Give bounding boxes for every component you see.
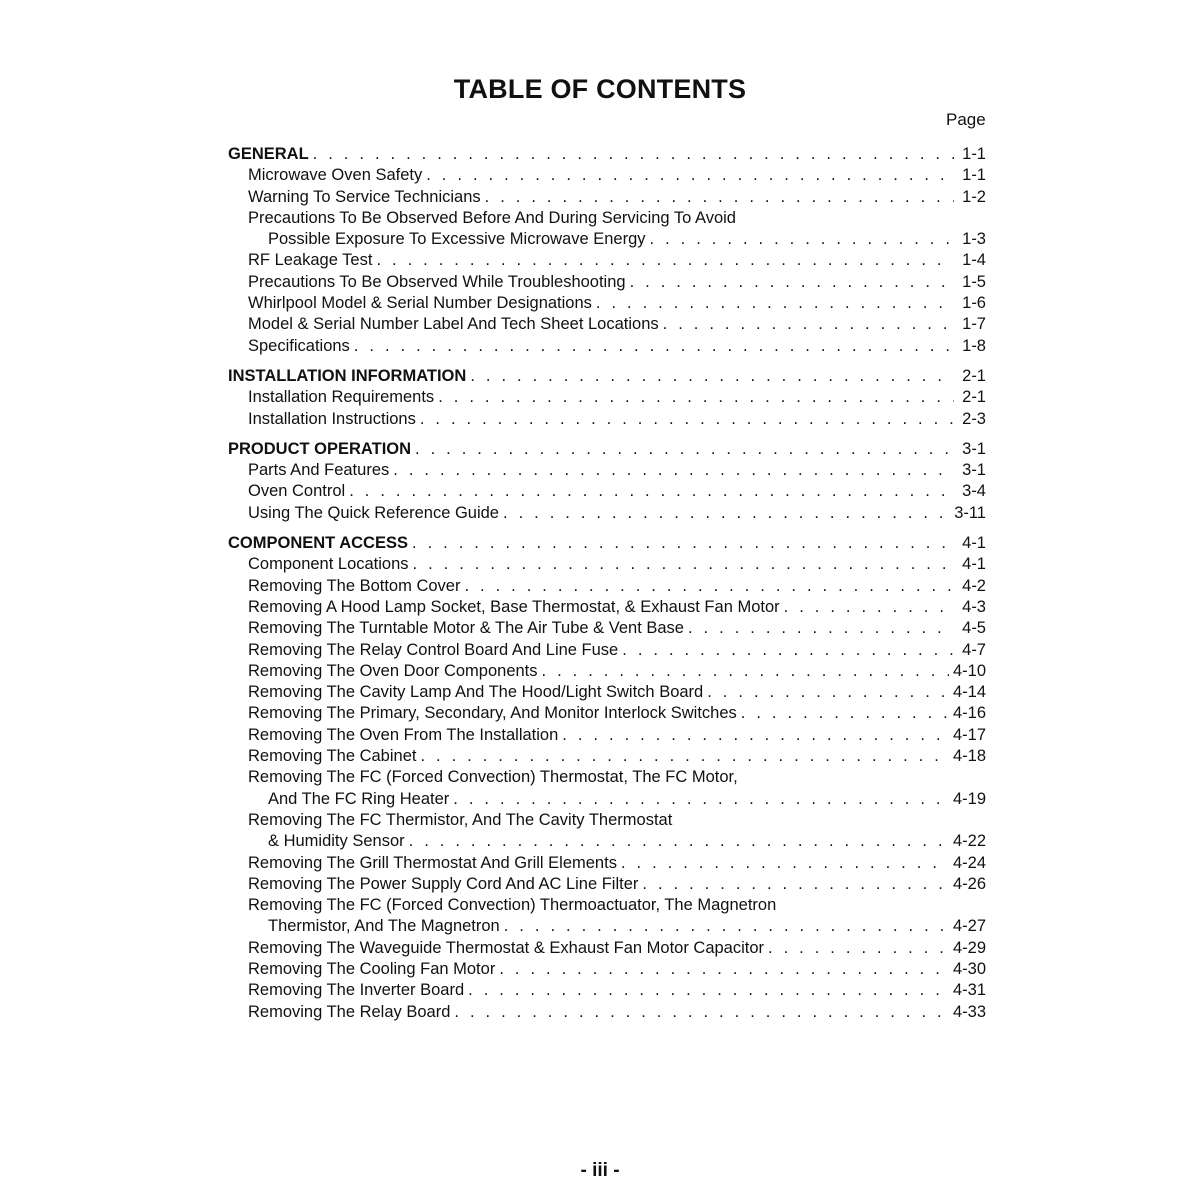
section-title: INSTALLATION INFORMATION: [228, 366, 467, 385]
entry-page: 4-10: [952, 661, 986, 680]
entry-title: Removing The Bottom Cover: [248, 576, 461, 595]
entry-title-continuation: & Humidity Sensor: [268, 832, 405, 851]
entry-title-continuation: Thermistor, And The Magnetron: [268, 917, 500, 936]
toc-entry[interactable]: [228, 661, 986, 682]
toc-entry[interactable]: [228, 895, 986, 916]
toc-entry[interactable]: [228, 460, 986, 481]
entry-title: Removing The Waveguide Thermostat & Exhaust Fan Motor Capacitor: [248, 938, 765, 957]
entry-page: 4-14: [952, 683, 986, 702]
toc-entry[interactable]: [228, 618, 986, 639]
entry-page: 4-17: [952, 725, 986, 744]
toc-entry[interactable]: [228, 1002, 986, 1023]
entry-title: RF Leakage Test: [248, 251, 373, 270]
entry-title: Using The Quick Reference Guide: [248, 503, 499, 522]
entry-title: Precautions To Be Observed While Troubleshooting: [248, 272, 626, 291]
page-column-label: Page: [946, 110, 986, 129]
dot-leader: [454, 1002, 949, 1023]
entry-title: Specifications: [248, 336, 350, 355]
document-title: TABLE OF CONTENTS: [453, 74, 747, 104]
section-title: PRODUCT OPERATION: [228, 439, 412, 458]
toc-entry[interactable]: [228, 387, 986, 408]
entry-page: 4-16: [952, 704, 986, 723]
toc-entry[interactable]: [228, 703, 986, 724]
entry-title: Removing The Oven Door Components: [248, 661, 538, 680]
toc-entry[interactable]: [228, 576, 986, 597]
dot-leader: [542, 661, 949, 682]
dot-leader: [453, 789, 949, 810]
dot-leader: [313, 144, 954, 165]
entry-title: Removing A Hood Lamp Socket, Base Thermostat, & Exhaust Fan Motor: [248, 597, 780, 616]
entry-title: Precautions To Be Observed Before And During Servicing To Avoid: [248, 208, 736, 227]
entry-page: 3-4: [962, 482, 986, 501]
dot-leader: [663, 314, 954, 335]
dot-leader: [768, 938, 949, 959]
entry-page: 1-4: [962, 251, 986, 270]
entry-title: Removing The Oven From The Installation: [248, 725, 559, 744]
entry-title-continuation: And The FC Ring Heater: [268, 789, 450, 808]
toc-entry[interactable]: [228, 208, 986, 229]
dot-leader: [415, 439, 954, 460]
toc-entry-continuation[interactable]: [228, 831, 986, 852]
entry-title: Oven Control: [248, 482, 346, 501]
entry-page: 2-3: [962, 409, 986, 428]
dot-leader: [412, 533, 954, 554]
dot-leader: [470, 366, 954, 387]
entry-title: Removing The FC (Forced Convection) Thermoactuator, The Magnetron: [248, 896, 777, 915]
entry-title: Component Locations: [248, 555, 409, 574]
toc-entry[interactable]: [228, 682, 986, 703]
entry-page: 4-5: [962, 619, 986, 638]
toc-entry[interactable]: [228, 272, 986, 293]
entry-page: 4-33: [952, 1002, 986, 1021]
dot-leader: [504, 916, 949, 937]
entry-title: Whirlpool Model & Serial Number Designations: [248, 294, 592, 313]
toc-section-heading[interactable]: [228, 144, 986, 165]
entry-title: Removing The FC Thermistor, And The Cavity Thermostat: [248, 810, 673, 829]
dot-leader: [413, 554, 954, 575]
toc-entry[interactable]: [228, 503, 986, 524]
dot-leader: [621, 853, 949, 874]
entry-title: Model & Serial Number Label And Tech Sheet Locations: [248, 315, 659, 334]
entry-page: 3-1: [962, 461, 986, 480]
entry-title: Removing The Cavity Lamp And The Hood/Light Switch Board: [248, 683, 704, 702]
entry-title-continuation: Possible Exposure To Excessive Microwave Energy: [268, 230, 646, 249]
toc-entry-continuation[interactable]: [228, 916, 986, 937]
toc-entry[interactable]: [228, 597, 986, 618]
entry-title: Removing The Power Supply Cord And AC Line Filter: [248, 874, 639, 893]
toc-entry[interactable]: [228, 554, 986, 575]
table-of-contents: [228, 144, 986, 1032]
entry-title: Installation Instructions: [248, 409, 416, 428]
section-page: 4-1: [962, 534, 986, 553]
entry-title: Installation Requirements: [248, 388, 435, 407]
toc-entry[interactable]: [228, 938, 986, 959]
dot-leader: [464, 576, 954, 597]
entry-page: 2-1: [962, 388, 986, 407]
toc-entry[interactable]: [228, 187, 986, 208]
entry-title: Removing The Relay Board: [248, 1002, 451, 1021]
entry-page: 3-11: [954, 503, 986, 522]
toc-entry[interactable]: [228, 746, 986, 767]
entry-page: 4-19: [952, 789, 986, 808]
dot-leader: [499, 959, 949, 980]
toc-entry[interactable]: [228, 250, 986, 271]
dot-leader: [707, 682, 949, 703]
dot-leader: [393, 460, 954, 481]
toc-entry[interactable]: [228, 409, 986, 430]
dot-leader: [630, 272, 954, 293]
entry-title: Microwave Oven Safety: [248, 166, 423, 185]
entry-title: Removing The Cooling Fan Motor: [248, 959, 496, 978]
entry-title: Removing The Inverter Board: [248, 981, 465, 1000]
section-page: 1-1: [962, 145, 986, 163]
entry-page: 1-2: [962, 187, 986, 206]
toc-entry[interactable]: [228, 165, 986, 186]
dot-leader: [420, 746, 949, 767]
toc-entry[interactable]: [228, 336, 986, 357]
dot-leader: [596, 293, 954, 314]
entry-page: 4-3: [962, 597, 986, 616]
toc-section-heading[interactable]: [228, 366, 986, 387]
section-title: COMPONENT ACCESS: [228, 534, 408, 553]
entry-page: 4-27: [952, 917, 986, 936]
toc-entry[interactable]: [228, 481, 986, 502]
toc-entry[interactable]: [228, 314, 986, 335]
dot-leader: [409, 831, 949, 852]
dot-leader: [420, 409, 954, 430]
dot-leader: [468, 980, 949, 1001]
toc-entry[interactable]: [228, 640, 986, 661]
page-number: - iii -: [580, 1160, 620, 1181]
entry-page: 1-8: [962, 336, 986, 355]
dot-leader: [438, 387, 954, 408]
dot-leader: [741, 703, 949, 724]
dot-leader: [784, 597, 954, 618]
toc-entry[interactable]: [228, 980, 986, 1001]
dot-leader: [485, 187, 954, 208]
toc-entry[interactable]: [228, 959, 986, 980]
entry-title: Removing The Relay Control Board And Line Fuse: [248, 640, 619, 659]
dot-leader: [426, 165, 954, 186]
toc-entry-continuation[interactable]: [228, 229, 986, 250]
dot-leader: [642, 874, 949, 895]
toc-entry[interactable]: [228, 293, 986, 314]
entry-title: Removing The Turntable Motor & The Air Tube & Vent Base: [248, 619, 684, 638]
dot-leader: [376, 250, 954, 271]
entry-title: Parts And Features: [248, 461, 390, 480]
entry-page: 1-7: [962, 315, 986, 334]
toc-entry-continuation[interactable]: [228, 789, 986, 810]
dot-leader: [688, 618, 954, 639]
entry-title: Removing The Grill Thermostat And Grill Elements: [248, 853, 617, 872]
entry-page: 4-18: [952, 747, 986, 766]
entry-page: 4-31: [952, 981, 986, 1000]
entry-title: Removing The Cabinet: [248, 747, 417, 766]
toc-section: [228, 439, 986, 524]
entry-page: 4-30: [952, 959, 986, 978]
toc-entry[interactable]: [228, 874, 986, 895]
toc-section-heading[interactable]: [228, 439, 986, 460]
toc-entry[interactable]: [228, 725, 986, 746]
entry-title: Warning To Service Technicians: [248, 187, 481, 206]
dot-leader: [354, 336, 954, 357]
entry-page: 1-3: [962, 230, 986, 249]
entry-page: 4-22: [952, 832, 986, 851]
toc-entry[interactable]: [228, 810, 986, 831]
dot-leader: [622, 640, 954, 661]
toc-section: [228, 533, 986, 1023]
dot-leader: [650, 229, 954, 250]
entry-title: Removing The Primary, Secondary, And Monitor Interlock Switches: [248, 704, 737, 723]
entry-page: 4-26: [952, 874, 986, 893]
section-page: 2-1: [962, 366, 986, 385]
entry-page: 4-2: [962, 576, 986, 595]
entry-page: 1-5: [962, 272, 986, 291]
toc-section: [228, 366, 986, 430]
entry-page: 4-1: [962, 555, 986, 574]
toc-entry[interactable]: [228, 853, 986, 874]
entry-page: 4-7: [962, 640, 986, 659]
entry-page: 1-6: [962, 294, 986, 313]
toc-entry[interactable]: [228, 767, 986, 788]
entry-page: 1-1: [962, 166, 986, 185]
entry-title: Removing The FC (Forced Convection) Thermostat, The FC Motor,: [248, 768, 738, 787]
section-title: GENERAL: [228, 145, 309, 163]
dot-leader: [349, 481, 954, 502]
toc-section-heading[interactable]: [228, 533, 986, 554]
section-page: 3-1: [962, 439, 986, 458]
entry-page: 4-29: [952, 938, 986, 957]
toc-section: [228, 144, 986, 357]
dot-leader: [503, 503, 950, 524]
dot-leader: [562, 725, 949, 746]
entry-page: 4-24: [952, 853, 986, 872]
